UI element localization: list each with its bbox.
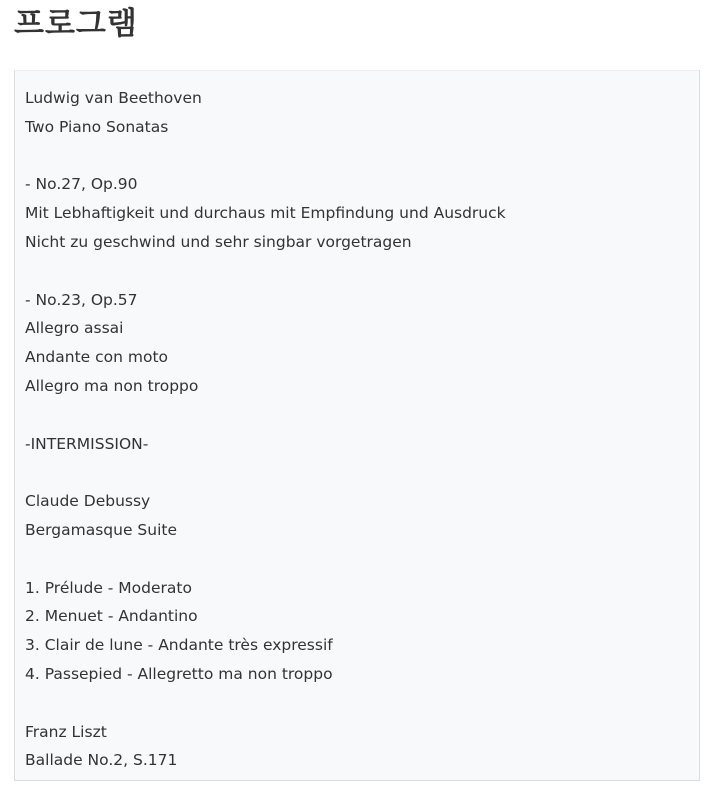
program-line (25, 257, 699, 286)
program-line: 4. Passepied - Allegretto ma non troppo (25, 664, 333, 683)
program-line (25, 458, 699, 487)
program-line: - No.23, Op.57 (25, 290, 138, 309)
program-line: 3. Clair de lune - Andante très expressif (25, 636, 333, 655)
program-line: Claude Debussy (25, 492, 151, 511)
program-box (14, 70, 700, 781)
program-line: Franz Liszt (25, 722, 107, 741)
page-title: 프로그램 (14, 6, 138, 42)
program-line: -INTERMISSION- (25, 434, 149, 453)
program-line: Mit Lebhaftigkeit und durchaus mit Empfindung und Ausdruck (25, 204, 506, 223)
program-line (25, 401, 699, 430)
program-line (25, 689, 699, 718)
program-line (25, 142, 699, 171)
program-line: 1. Prélude - Moderato (25, 578, 192, 597)
program-line: - No.27, Op.90 (25, 175, 138, 194)
program-line: Nicht zu geschwind und sehr singbar vorgetragen (25, 232, 412, 251)
program-line: Two Piano Sonatas (25, 117, 169, 136)
program-line: Allegro ma non troppo (25, 376, 199, 395)
program-line: Ludwig van Beethoven (25, 89, 202, 107)
program-line (25, 545, 699, 574)
program-line: 2. Menuet - Andantino (25, 607, 198, 626)
program-line: Allegro assai (25, 319, 124, 338)
program-line: Ballade No.2, S.171 (25, 751, 178, 770)
program-line: Bergamasque Suite (25, 520, 177, 539)
program-line: Andante con moto (25, 348, 169, 367)
